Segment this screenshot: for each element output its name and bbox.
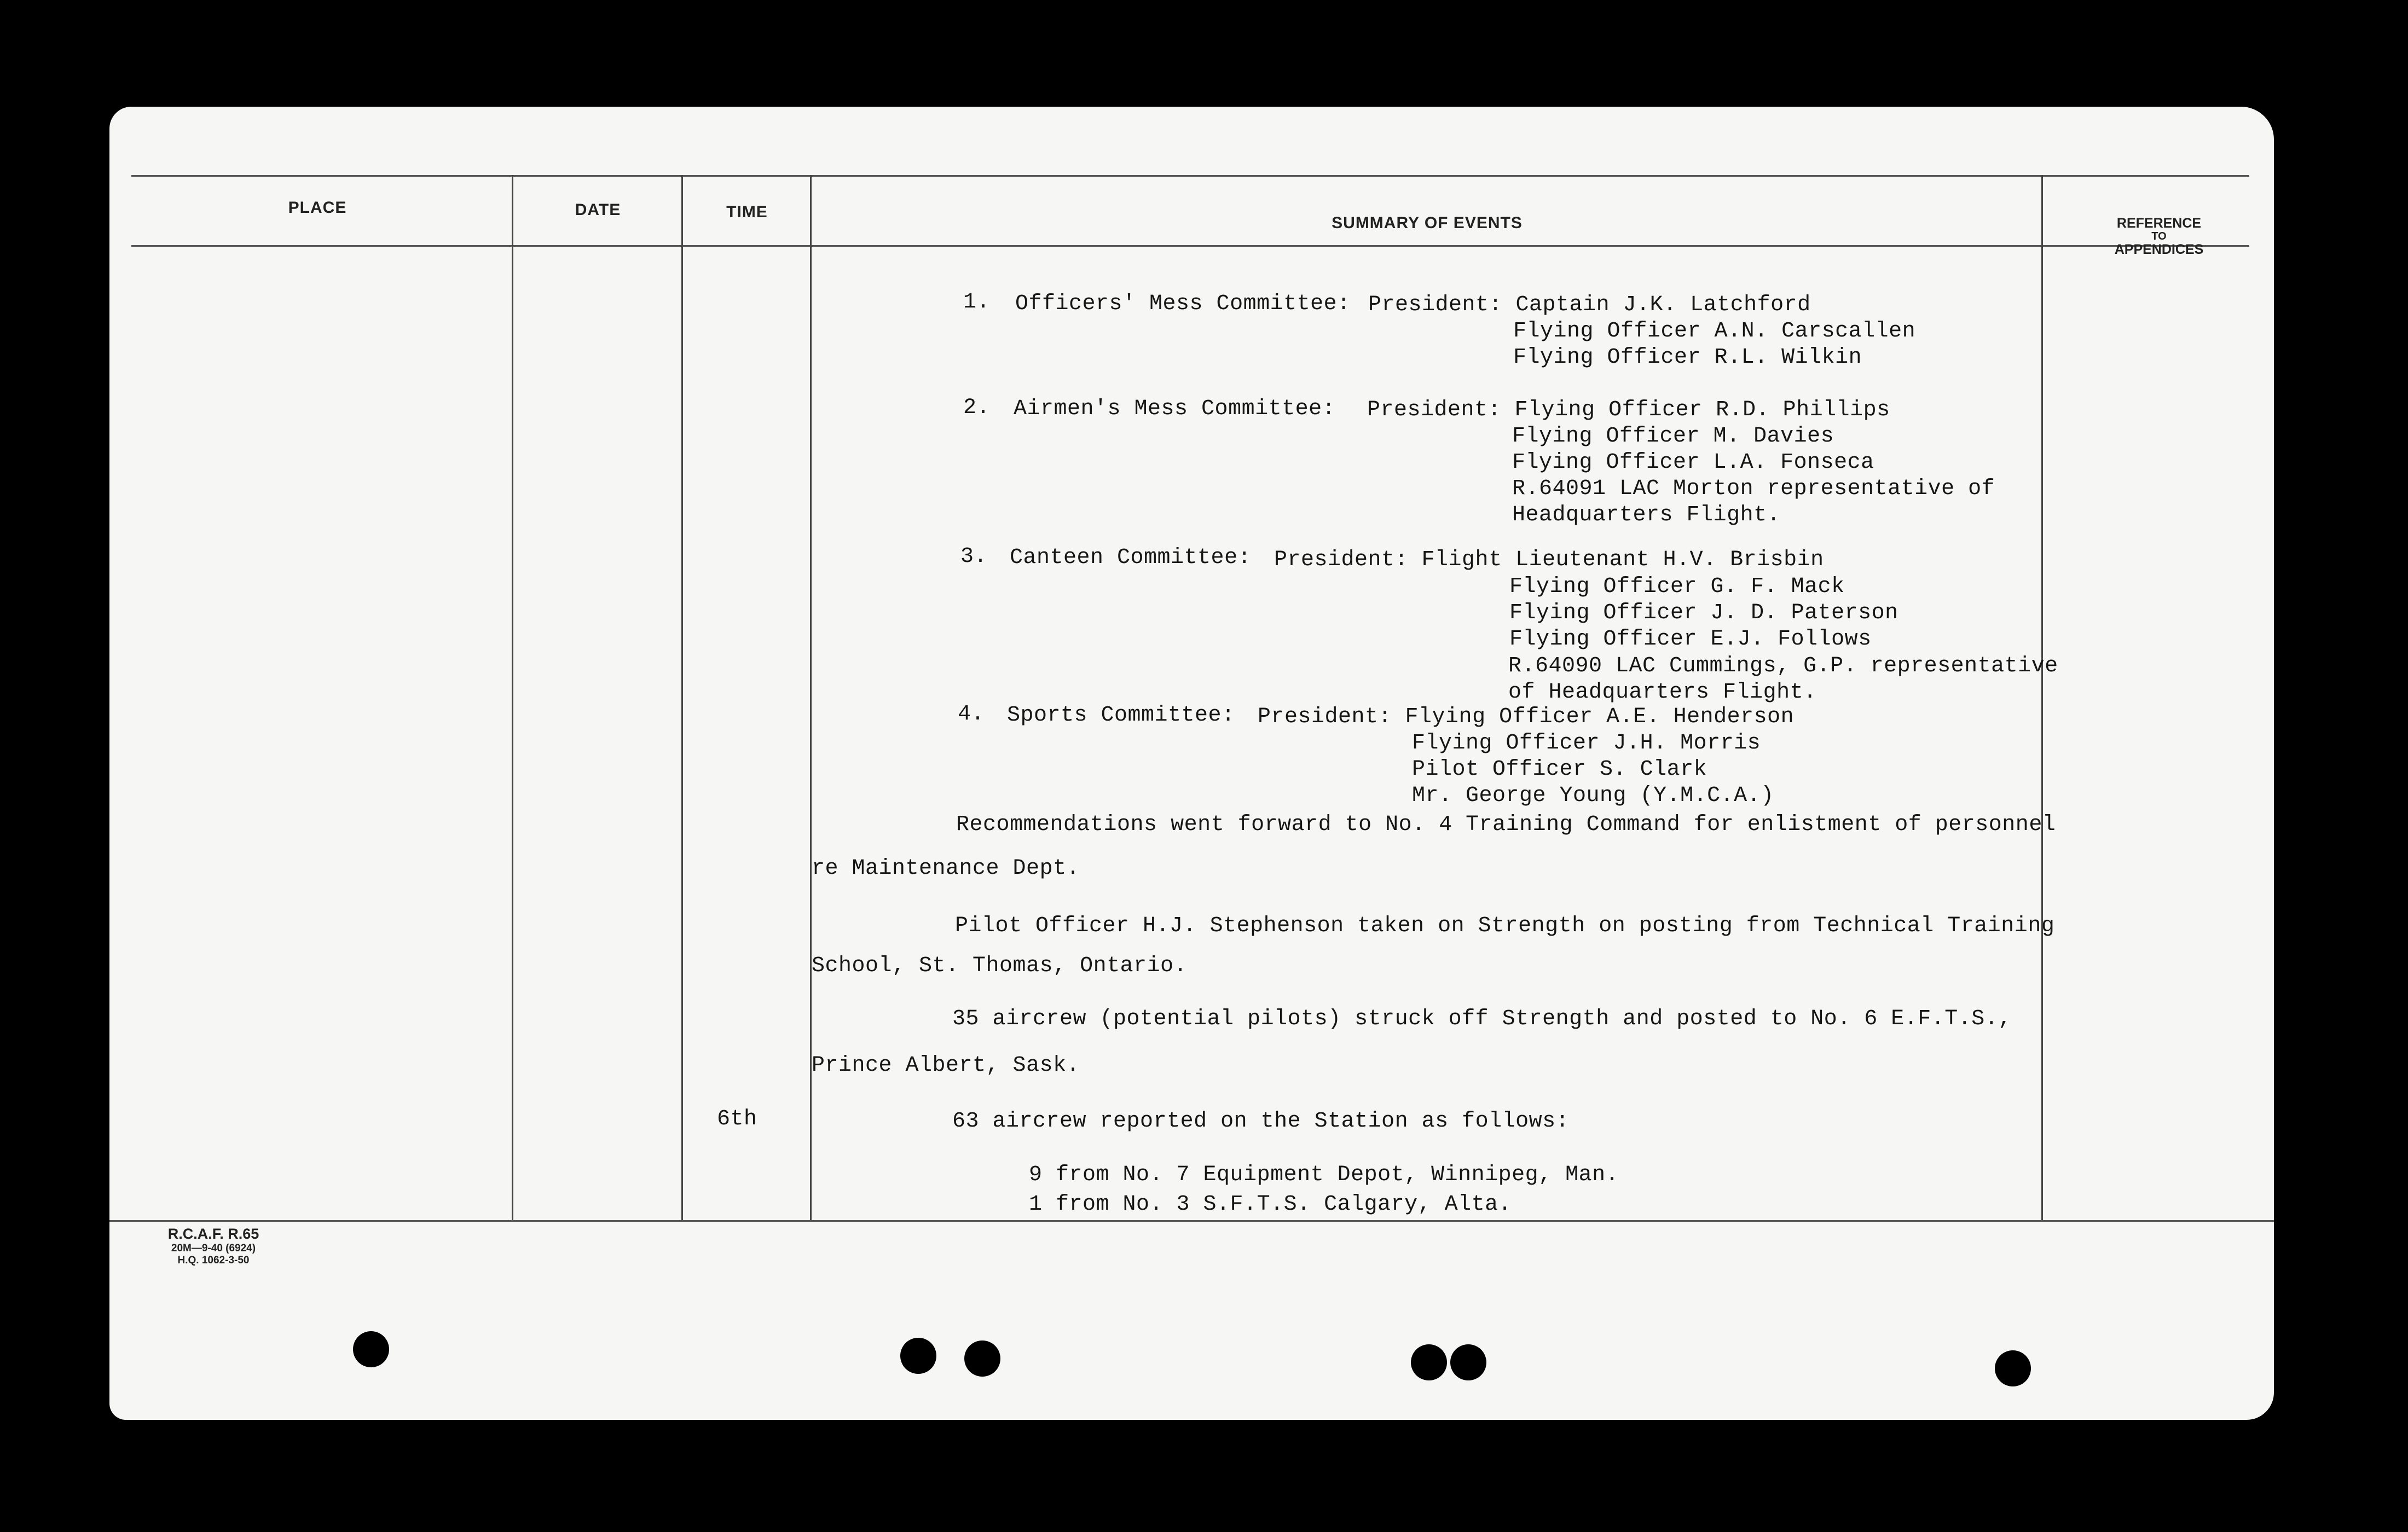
header-reference-line3: APPENDICES: [2114, 242, 2204, 257]
committee-2-line-3: Flying Officer L.A. Fonseca: [1512, 450, 1874, 475]
header-reference-line1: REFERENCE: [2116, 216, 2202, 231]
header-rule: [131, 245, 2249, 247]
committee-3-name: Canteen Committee:: [1010, 546, 1252, 570]
committee-4-name: Sports Committee:: [1007, 703, 1235, 728]
punch-hole-1: [353, 1331, 389, 1367]
entry-6th-item-1: 9 from No. 7 Equipment Depot, Winnipeg, Man.: [1029, 1163, 1619, 1187]
punch-hole-5: [1450, 1344, 1486, 1380]
committee-2-line-2: Flying Officer M. Davies: [1512, 424, 1834, 449]
punch-hole-4: [1411, 1344, 1447, 1380]
header-reference-line2: TO: [2151, 230, 2167, 242]
punch-hole-3: [964, 1340, 1000, 1377]
paragraph-1-line-2: re Maintenance Dept.: [812, 856, 1080, 881]
header-date: DATE: [575, 201, 621, 219]
committee-3-number: 3.: [960, 544, 988, 569]
header-time: TIME: [726, 203, 768, 221]
paragraph-1-line-1: Recommendations went forward to No. 4 Training Command for enlistment of personnel: [956, 813, 2056, 837]
summary-reference-divider: [2041, 175, 2043, 1220]
punch-hole-2: [900, 1338, 936, 1374]
committee-4-line-4: Mr. George Young (Y.M.C.A.): [1412, 784, 1774, 808]
bottom-rule: [109, 1220, 2274, 1222]
committee-3-line-2: Flying Officer G. F. Mack: [1509, 574, 1845, 599]
header-place: PLACE: [288, 199, 347, 217]
paragraph-2-line-1: Pilot Officer H.J. Stephenson taken on Strength on posting from Technical Training: [955, 914, 2055, 938]
committee-3-line-3: Flying Officer J. D. Paterson: [1509, 601, 1898, 625]
place-date-divider: [512, 175, 513, 1220]
committee-4-number: 4.: [958, 702, 985, 727]
form-id-line2: 20M—9-40 (6924): [171, 1243, 256, 1254]
form-id-line3: H.Q. 1062-3-50: [177, 1255, 250, 1266]
committee-1-name: Officers' Mess Committee:: [1015, 292, 1351, 316]
committee-3-line-5: R.64090 LAC Cummings, G.P. representative: [1508, 654, 2058, 678]
punch-hole-6: [1995, 1350, 2031, 1386]
committee-1-line-3: Flying Officer R.L. Wilkin: [1513, 345, 1862, 370]
committee-4-line-1: President: Flying Officer A.E. Henderson: [1258, 705, 1795, 729]
committee-1-line-1: President: Captain J.K. Latchford: [1368, 293, 1811, 317]
paragraph-2-line-2: School, St. Thomas, Ontario.: [812, 954, 1188, 978]
committee-3-line-4: Flying Officer E.J. Follows: [1509, 627, 1872, 652]
committee-2-number: 2.: [963, 396, 991, 420]
committee-2-line-5: Headquarters Flight.: [1512, 503, 1781, 527]
committee-4-line-2: Flying Officer J.H. Morris: [1412, 731, 1761, 756]
header-reference: [2047, 215, 2271, 258]
diary-card: [109, 107, 2274, 1420]
committee-3-line-1: President: Flight Lieutenant H.V. Brisbin: [1274, 548, 1824, 572]
date-time-divider: [681, 175, 683, 1220]
paragraph-3-line-1: 35 aircrew (potential pilots) struck off Strength and posted to No. 6 E.F.T.S.,: [952, 1007, 2012, 1031]
committee-3-line-6: of Headquarters Flight.: [1508, 680, 1817, 705]
paragraph-3-line-2: Prince Albert, Sask.: [812, 1053, 1080, 1078]
form-id-line1: R.C.A.F. R.65: [167, 1226, 259, 1242]
top-rule: [131, 175, 2249, 177]
committee-2-line-4: R.64091 LAC Morton representative of: [1512, 477, 1995, 501]
committee-2-name: Airmen's Mess Committee:: [1014, 397, 1336, 421]
entry-6th-item-2: 1 from No. 3 S.F.T.S. Calgary, Alta.: [1029, 1192, 1512, 1217]
committee-1-number: 1.: [963, 290, 991, 315]
committee-4-line-3: Pilot Officer S. Clark: [1412, 757, 1707, 782]
header-summary: SUMMARY OF EVENTS: [1332, 214, 1523, 232]
committee-2-line-1: President: Flying Officer R.D. Phillips: [1367, 398, 1890, 422]
entry-6th-date: 6th: [717, 1107, 757, 1131]
form-identifier: [131, 1226, 296, 1267]
entry-6th-text: 63 aircrew reported on the Station as follows:: [952, 1109, 1570, 1134]
committee-1-line-2: Flying Officer A.N. Carscallen: [1513, 319, 1916, 344]
